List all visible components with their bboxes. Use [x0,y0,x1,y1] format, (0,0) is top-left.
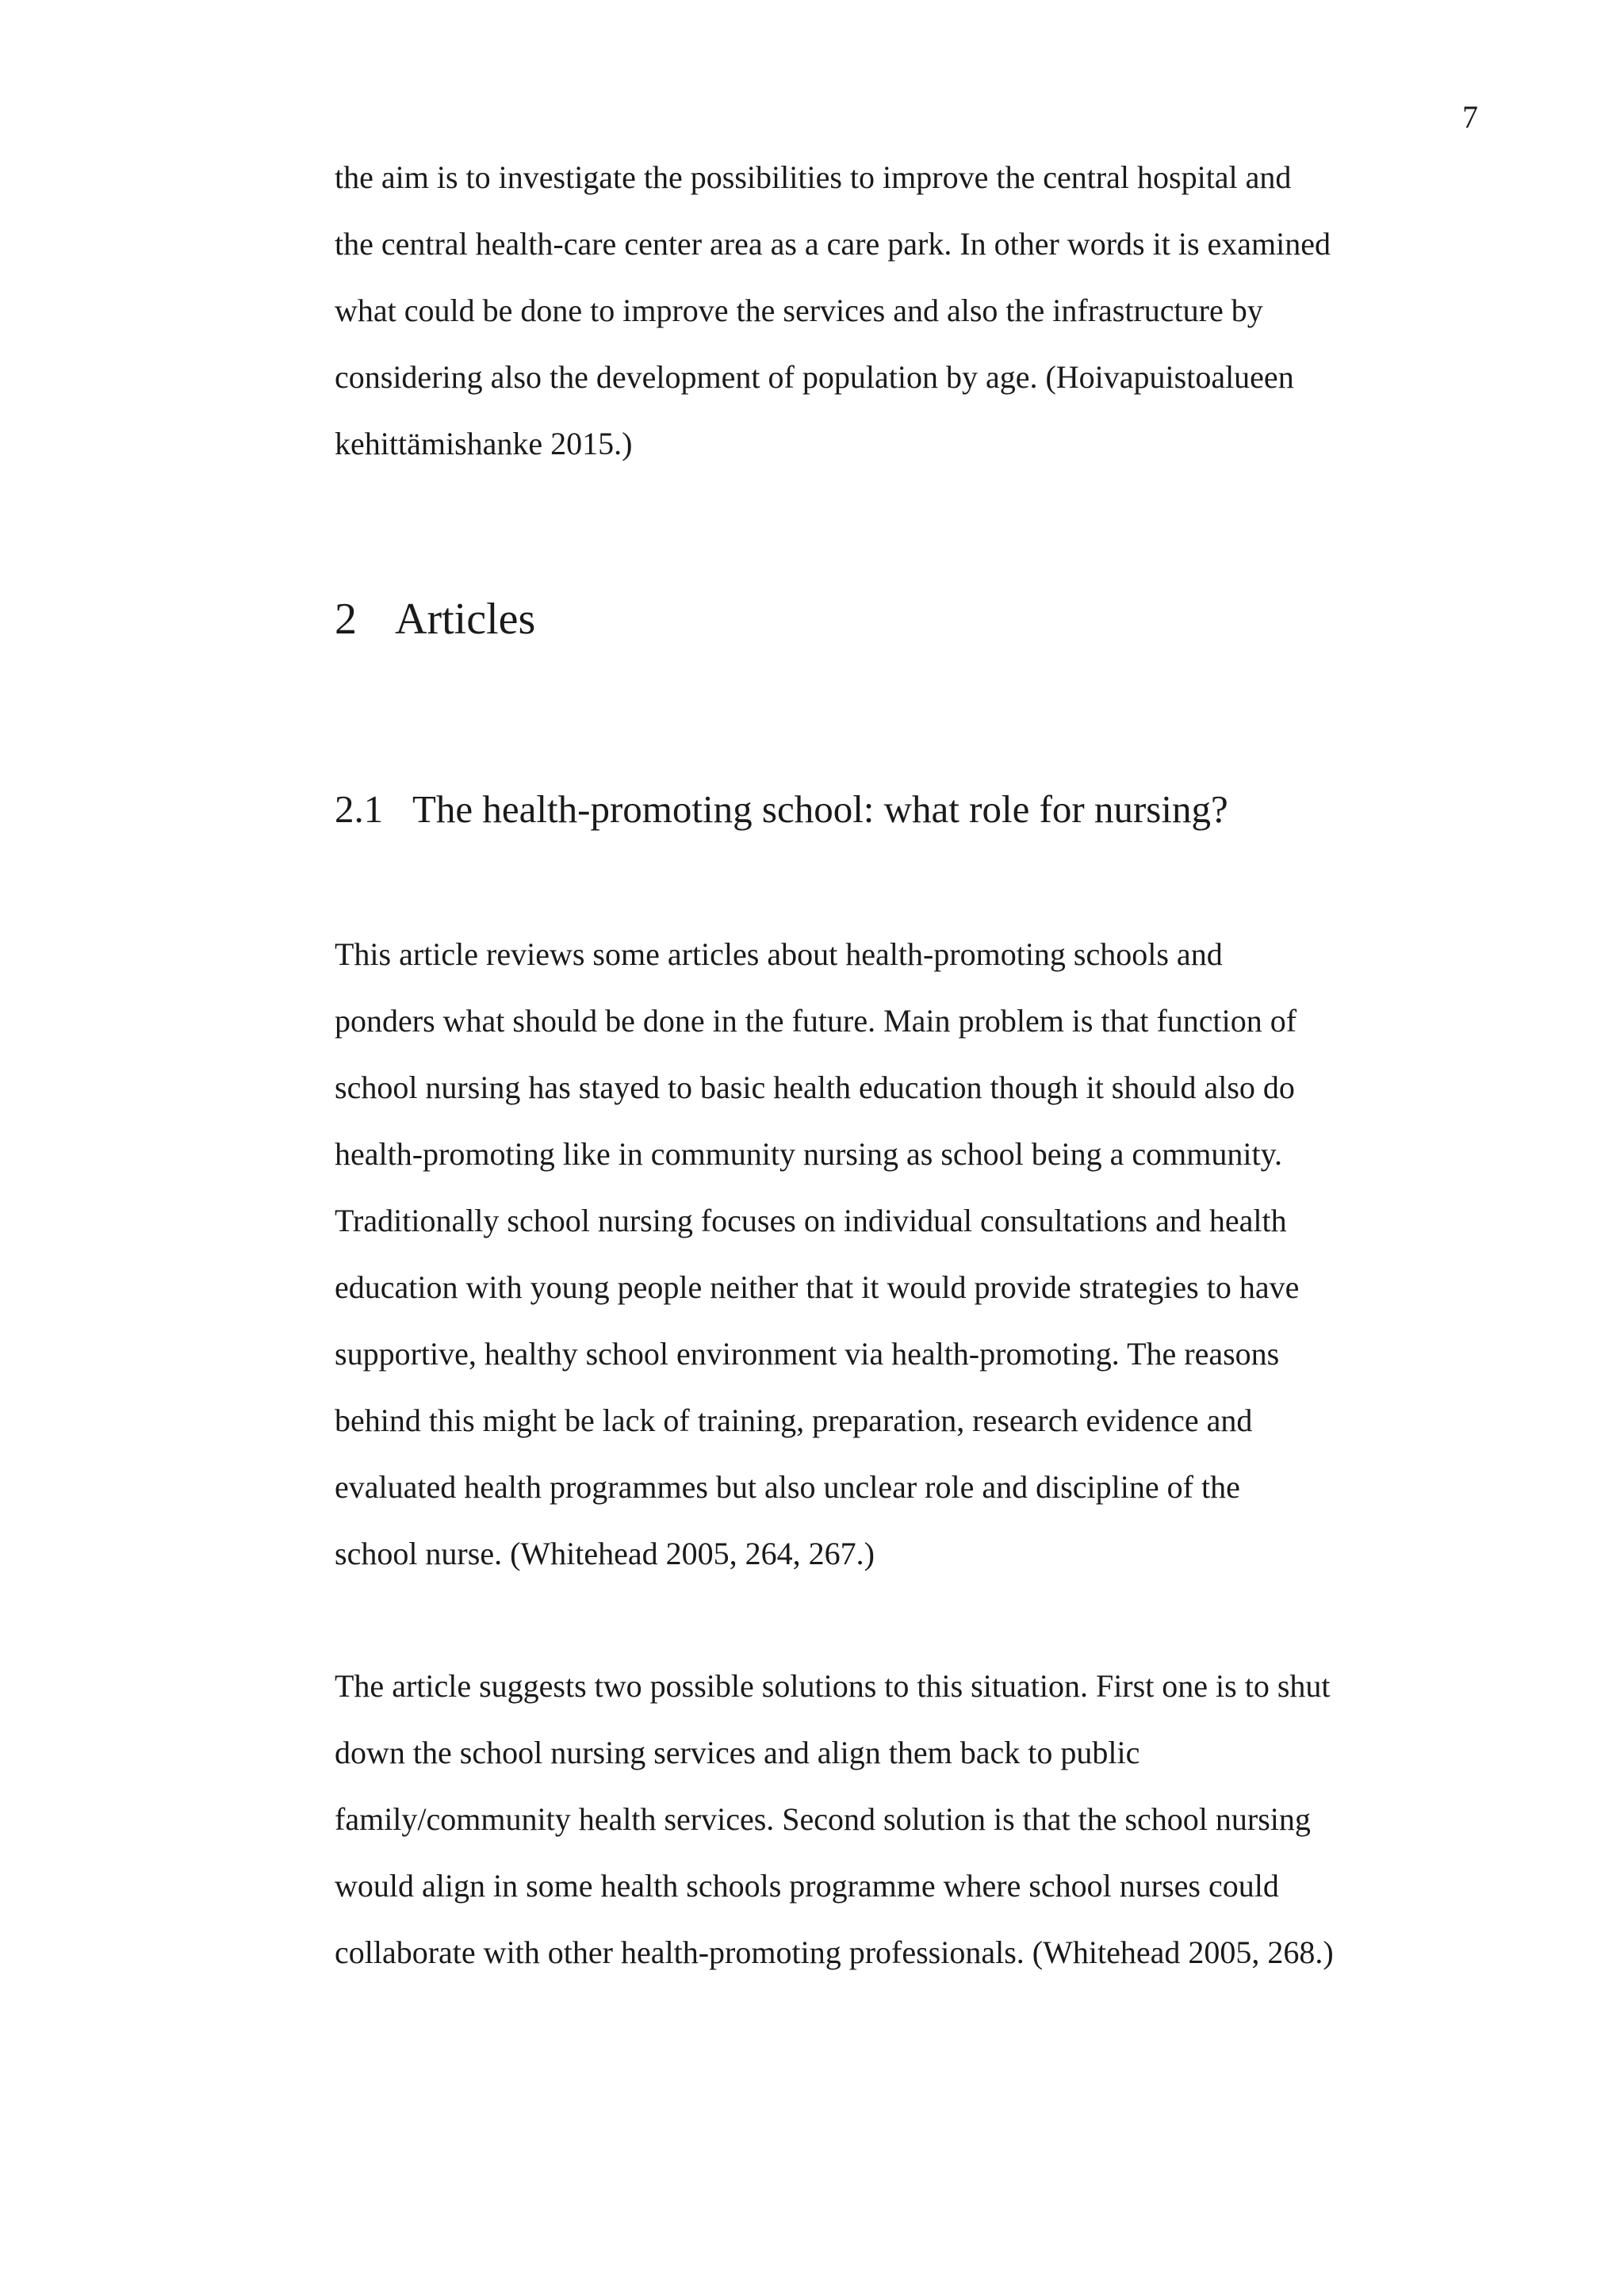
body-paragraph-1 [335,921,1492,1587]
text-line: Traditionally school nursing focuses on individual consultations and health [335,1203,1287,1238]
text-line: evaluated health programmes but also unclear role and discipline of the [335,1469,1240,1505]
text-line: health-promoting like in community nursing as school being a community. [335,1136,1282,1172]
section-title: Articles [395,595,536,644]
text-line: the aim is to investigate the possibilities to improve the central hospital and [335,159,1292,195]
text-line: This article reviews some articles about health-promoting schools and [335,936,1223,972]
text-line: considering also the development of population by age. (Hoivapuistoalueen [335,359,1294,395]
text-line: The article suggests two possible solutions to this situation. First one is to shut [335,1668,1331,1704]
text-line: would align in some health schools programme where school nurses could [335,1868,1279,1904]
body-paragraph-2 [335,1653,1492,1986]
text-line: behind this might be lack of training, preparation, research evidence and [335,1402,1253,1438]
subsection-number: 2.1 [335,787,384,831]
section-number: 2 [335,595,357,644]
text-line: school nurse. (Whitehead 2005, 264, 267.) [335,1536,875,1571]
text-line: school nursing has stayed to basic health education though it should also do [335,1070,1295,1105]
section-heading [335,593,535,646]
text-line: down the school nursing services and align them back to public [335,1735,1140,1770]
text-line: supportive, healthy school environment via health-promoting. The reasons [335,1336,1280,1372]
subsection-title: The health-promoting school: what role for nursing? [412,787,1228,831]
intro-paragraph [335,144,1492,477]
page-number: 7 [1462,99,1478,135]
text-line: family/community health services. Second solution is that the school nursing [335,1801,1311,1837]
text-line: what could be done to improve the services and also the infrastructure by [335,293,1263,328]
text-line: ponders what should be done in the future. Main problem is that function of [335,1003,1297,1039]
text-line: collaborate with other health-promoting professionals. (Whitehead 2005, 268.) [335,1934,1334,1970]
text-line: the central health-care center area as a care park. In other words it is examined [335,226,1331,262]
text-line: education with young people neither that it would provide strategies to have [335,1269,1300,1305]
subsection-heading [335,786,1228,833]
text-line: kehittämishanke 2015.) [335,426,633,461]
